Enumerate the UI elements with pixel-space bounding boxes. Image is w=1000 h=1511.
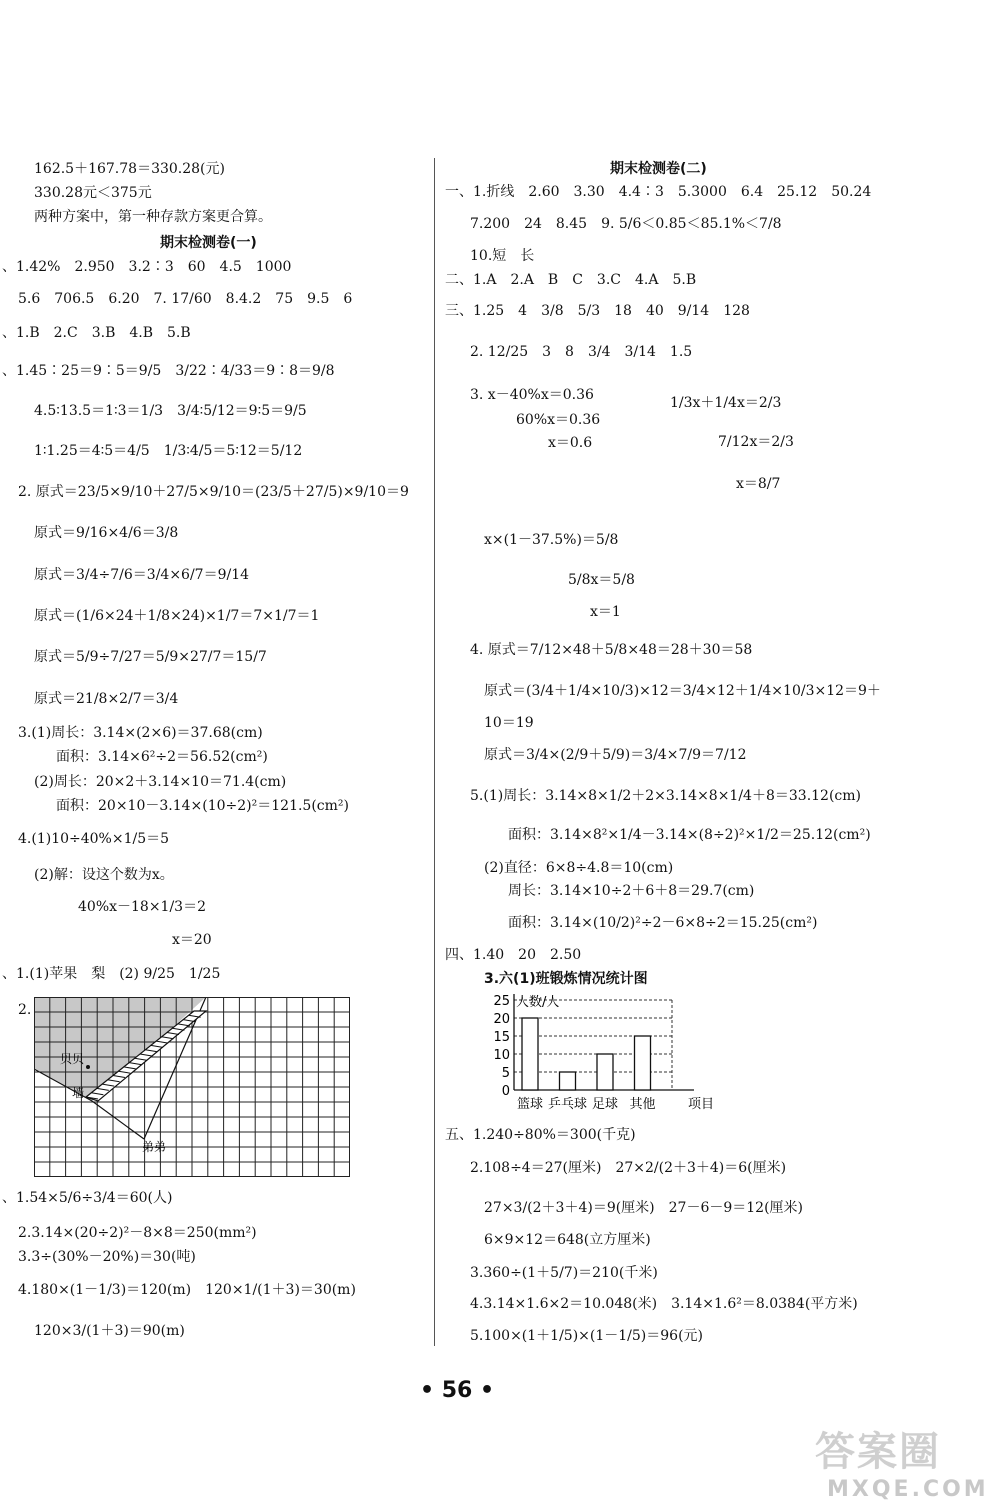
answer-line: x＝1 (590, 604, 621, 620)
answer-line: 2.3.14×(20÷2)²－8×8＝250(mm²) (18, 1225, 257, 1241)
answer-line: 原式＝21/8×2/7＝3/4 (34, 691, 179, 707)
category-label: 足球 (591, 1097, 619, 1112)
answer-line: 5.6 706.5 6.20 7. 17/60 8.4.2 75 9.5 6 (18, 291, 353, 307)
answer-line: 3.3÷(30%－20%)＝30(吨) (18, 1249, 196, 1265)
answer-line: 6×9×12＝648(立方厘米) (484, 1232, 651, 1248)
answer-line: 10＝19 (484, 715, 534, 731)
bar (597, 1054, 613, 1090)
bar (560, 1072, 576, 1090)
y-tick-label: 15 (493, 1030, 510, 1045)
category-label: 其他 (629, 1097, 656, 1112)
answer-line: x＝8/7 (736, 476, 781, 492)
answer-line: (2)周长：20×2＋3.14×10＝71.4(cm) (34, 774, 287, 790)
answer-line: 3.360÷(1＋5/7)＝210(千米) (470, 1265, 658, 1281)
answer-line: 1∶1.25＝4∶5＝4/5 1/3∶4/5＝5∶12＝5/12 (34, 443, 303, 459)
x-axis-label: 项目 (688, 1097, 715, 1112)
answer-line: 面积：20×10－3.14×(10÷2)²＝121.5(cm²) (56, 798, 349, 814)
page-number: • 56 • (420, 1378, 495, 1403)
watermark (815, 1420, 989, 1502)
beibei-label: 贝贝 (60, 1052, 85, 1066)
y-tick-label: 5 (501, 1066, 510, 1081)
answer-line: 330.28元＜375元 (34, 185, 152, 201)
answer-line: x＝0.6 (548, 435, 593, 451)
y-tick-label: 10 (493, 1048, 510, 1063)
answer-line: 27×3/(2＋3＋4)＝9(厘米) 27－6－9＝12(厘米) (484, 1200, 804, 1216)
answer-line: 原式＝(1/6×24＋1/8×24)×1/7＝7×1/7＝1 (34, 608, 320, 624)
answer-line: 3.(1)周长：3.14×(2×6)＝37.68(cm) (18, 725, 263, 741)
answer-line: 4.180×(1－1/3)＝120(m) 120×1/(1＋3)＝30(m) (18, 1282, 356, 1298)
column-divider (434, 158, 435, 1346)
watermark-url: MXQE.COM (827, 1477, 989, 1502)
answer-line: 40%x－18×1/3＝2 (78, 899, 206, 915)
bar-chart (484, 990, 724, 1118)
answer-line: 1/3x＋1/4x＝2/3 (670, 395, 782, 411)
answer-line: 五、1.240÷80%＝300(千克) (445, 1127, 636, 1143)
didi-label: 弟弟 (142, 1140, 167, 1154)
answer-line: 2.108÷4＝27(厘米) 27×2/(2＋3＋4)＝6(厘米) (470, 1160, 787, 1176)
beibei-point (86, 1065, 90, 1069)
y-axis-label: 人数/人 (516, 995, 560, 1010)
answer-line: 5/8x＝5/8 (568, 572, 635, 588)
answer-line: (2)直径：6×8÷4.8＝10(cm) (484, 860, 674, 876)
answer-line: 原式＝5/9÷7/27＝5/9×27/7＝15/7 (34, 649, 267, 665)
y-tick-label: 20 (493, 1012, 510, 1027)
answer-line: 原式＝(3/4＋1/4×10/3)×12＝3/4×12＋1/4×10/3×12＝9＋ (484, 683, 881, 699)
bar (522, 1018, 538, 1090)
answer-line: 面积：3.14×6²÷2＝56.52(cm²) (56, 749, 268, 765)
answer-line: 原式＝9/16×4/6＝3/8 (34, 525, 179, 541)
answer-line: 5.(1)周长：3.14×8×1/2＋2×3.14×8×1/4＋8＝33.12(cm) (470, 788, 861, 804)
answer-line: 4. 原式＝7/12×48＋5/8×48＝28＋30＝58 (470, 642, 753, 658)
section-heading: 期末检测卷(二) (610, 161, 707, 177)
answer-line: 三、1.25 4 3/8 5/3 18 40 9/14 128 (445, 303, 750, 319)
answer-line: 4.3.14×1.6×2＝10.048(米) 3.14×1.6²＝8.0384(平方米) (470, 1296, 858, 1312)
answer-line: 2. 原式＝23/5×9/10＋27/5×9/10＝(23/5＋27/5)×9/10＝9 (18, 484, 409, 500)
category-label: 乒乓球 (547, 1097, 588, 1112)
answer-line: 3. x－40%x＝0.36 (470, 387, 594, 403)
answer-line: 2. 12/25 3 8 3/4 3/14 1.5 (470, 344, 693, 360)
answer-line: 四、1.40 20 2.50 (445, 947, 582, 963)
answer-line: 10.短 长 (470, 248, 535, 264)
answer-line: 、1.42% 2.950 3.2∶3 60 4.5 1000 (2, 259, 292, 275)
answer-line: 面积：3.14×(10/2)²÷2－6×8÷2＝15.25(cm²) (508, 915, 818, 931)
answer-line: 、1.(1)苹果 梨 (2) 9/25 1/25 (2, 966, 221, 982)
answer-line: 一、1.折线 2.60 3.30 4.4∶3 5.3000 6.4 25.12 50.24 (445, 184, 872, 200)
answer-line: 、1.45∶25＝9∶5＝9/5 3/22∶4/33＝9∶8＝9/8 (2, 363, 335, 379)
answer-line: 原式＝3/4÷7/6＝3/4×6/7＝9/14 (34, 567, 250, 583)
answer-line: 4.(1)10÷40%×1/5＝5 (18, 831, 170, 847)
wall-label: 墙 (72, 1086, 85, 1100)
bar (635, 1036, 651, 1090)
answer-line: 面积：3.14×8²×1/4－3.14×(8÷2)²×1/2＝25.12(cm²) (508, 827, 871, 843)
section-heading: 3.六(1)班锻炼情况统计图 (484, 971, 648, 987)
answer-line: 162.5＋167.78＝330.28(元) (34, 161, 225, 177)
section-heading: 期末检测卷(一) (160, 235, 257, 251)
answer-line: x×(1－37.5%)＝5/8 (484, 532, 619, 548)
shadow-region (34, 997, 206, 1101)
y-tick-label: 25 (493, 994, 510, 1009)
answer-line: 120×3/(1＋3)＝90(m) (34, 1323, 185, 1339)
answer-line: 、1.B 2.C 3.B 4.B 5.B (2, 325, 191, 341)
answer-line: (2)解：设这个数为x。 (34, 867, 174, 883)
answer-line: 两种方案中，第一种存款方案更合算。 (34, 209, 272, 225)
sight-line (92, 1101, 144, 1139)
answer-line: 周长：3.14×10÷2＋6＋8＝29.7(cm) (508, 883, 755, 899)
answer-line: 60%x＝0.36 (516, 412, 601, 428)
answer-line: 4.5∶13.5＝1∶3＝1/3 3/4∶5/12＝9∶5＝9/5 (34, 403, 307, 419)
answer-line: 2. (18, 1002, 32, 1018)
answer-line: 、1.54×5/6÷3/4＝60(人) (2, 1190, 173, 1206)
answer-line: x＝20 (172, 932, 212, 948)
y-tick-label: 0 (501, 1084, 510, 1099)
answer-line: 原式＝3/4×(2/9＋5/9)＝3/4×7/9＝7/12 (484, 747, 747, 763)
grid-figure (34, 997, 350, 1177)
answer-line: 5.100×(1＋1/5)×(1－1/5)＝96(元) (470, 1328, 704, 1344)
answer-line: 二、1.A 2.A B C 3.C 4.A 5.B (445, 272, 697, 288)
answer-line: 7.200 24 8.45 9. 5/6＜0.85＜85.1%＜7/8 (470, 216, 782, 232)
watermark-logo-text: 答案圈 (815, 1429, 941, 1475)
answer-line: 7/12x＝2/3 (718, 434, 794, 450)
category-label: 篮球 (516, 1097, 544, 1112)
